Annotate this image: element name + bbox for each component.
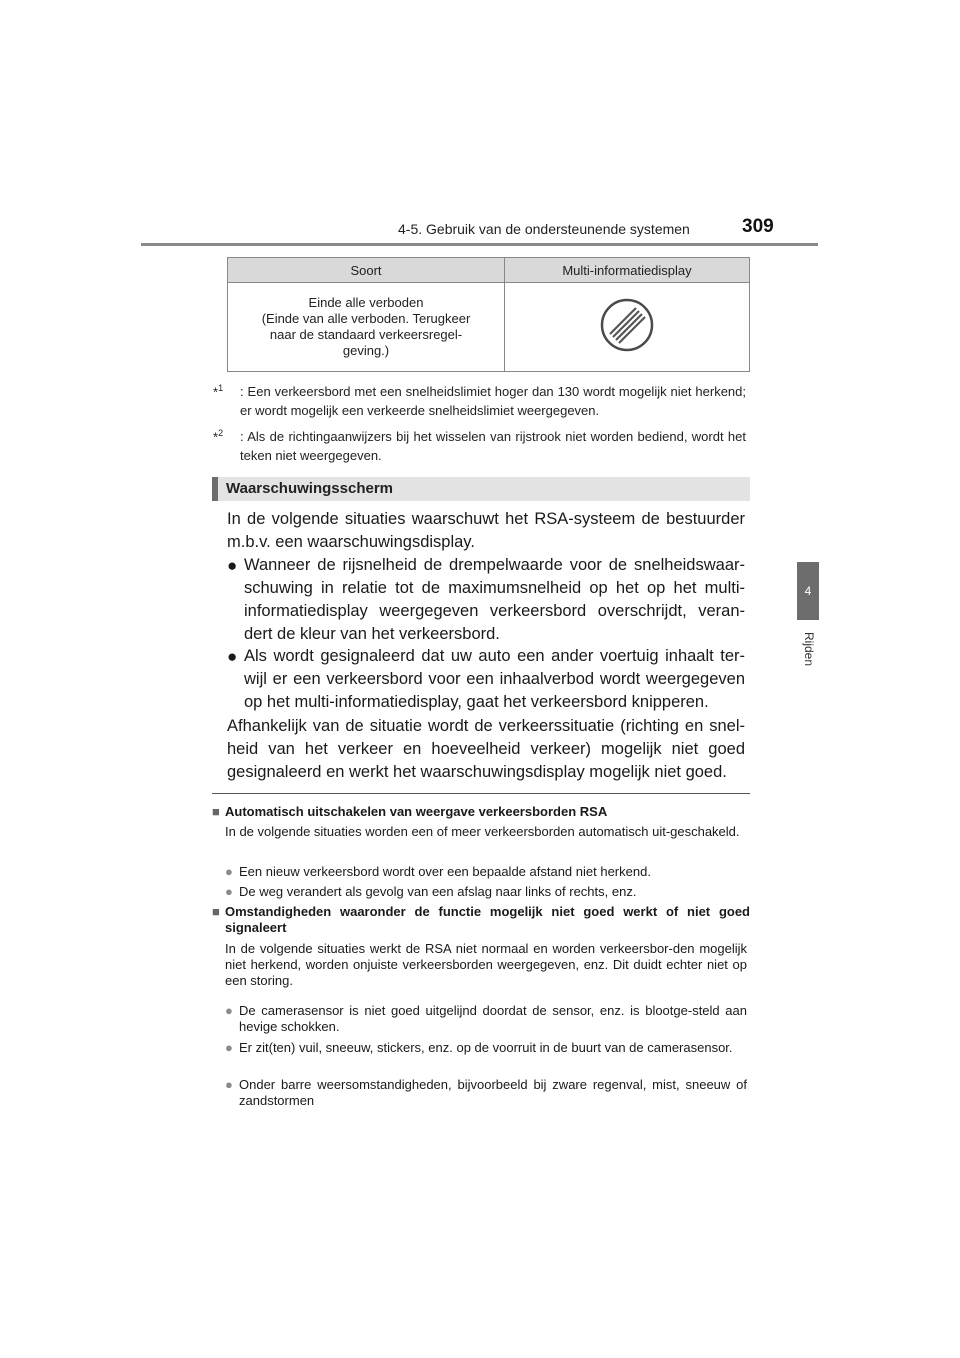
sign-description-line: (Einde van alle verboden. Terugkeer — [261, 311, 471, 326]
sign-description-line: naar de standaard verkeersregel- — [269, 327, 463, 342]
footnote-1 — [213, 382, 746, 420]
bullet-icon: ● — [225, 864, 233, 879]
list-item-text: Onder barre weersomstandigheden, bijvoorbeeld bij zware regenval, mist, sneeuw of zandstormen — [239, 1077, 747, 1108]
running-header: 4-5. Gebruik van de ondersteunende systemen — [398, 221, 690, 237]
chapter-tab[interactable]: 4 — [797, 562, 819, 620]
bullet-icon: ● — [225, 1040, 233, 1055]
divider — [212, 793, 750, 794]
list-item-text: De camerasensor is niet goed uitgelijnd doordat de sensor, enz. is blootge-steld aan hevige schokken. — [239, 1003, 747, 1034]
square-bullet-icon: ■ — [212, 904, 220, 919]
sign-table — [227, 257, 750, 372]
list-item — [225, 1077, 747, 1109]
note-heading — [212, 804, 750, 820]
note-heading-text: Automatisch uitschakelen van weergave verkeersborden RSA — [225, 804, 608, 819]
note-heading-text: Omstandigheden waaronder de functie mogelijk niet goed werkt of niet goed signaleert — [225, 904, 750, 935]
section-heading-bar — [212, 477, 218, 501]
sign-description-line: geving.) — [342, 343, 390, 358]
col-header-display: Multi-informatiedisplay — [505, 258, 750, 283]
footnote-marker: * — [213, 384, 219, 400]
sign-description-line: Einde alle verboden — [308, 295, 424, 310]
note-paragraph: In de volgende situaties werkt de RSA niet normaal en worden verkeersbor-den mogelijk niet herkend, worden onjuiste verkeersborden weergegeven, enz. Dit duidt echter niet op een storing. — [225, 941, 747, 988]
header-rule — [141, 243, 818, 246]
page-number: 309 — [742, 216, 774, 237]
list-item — [225, 864, 747, 880]
footnote-number: 2 — [218, 428, 224, 438]
bullet-icon: ● — [225, 1077, 233, 1092]
note-heading — [212, 904, 750, 936]
bullet-icon: ● — [225, 884, 233, 899]
list-item-text: Wanneer de rijsnelheid de drempelwaarde voor de snelheidswaar-schuwing in relatie tot de maximumsnelheid op het op het multi-informatiedisplay weergegeven verkeersbord overschrijdt, veran-dert de kleur van het verkeersbord. — [244, 556, 745, 643]
intro-paragraph: In de volgende situaties waarschuwt het RSA-systeem de bestuurder m.b.v. een waarschuwingsdisplay. — [227, 510, 745, 551]
square-bullet-icon: ■ — [212, 804, 220, 819]
list-item — [225, 884, 747, 900]
outro-paragraph: Afhankelijk van de situatie wordt de verkeerssituatie (richting en snel-heid van het verkeer en hoeveelheid verkeer) mogelijk niet goed gesignaleerd en werkt het waarschuwingsdisplay mogelijk niet goed. — [227, 717, 745, 781]
bullet-icon: ● — [225, 1003, 233, 1018]
section-heading — [212, 477, 750, 501]
sign-display-cell — [505, 283, 750, 372]
table-row — [228, 283, 750, 372]
list-item-text: Er zit(ten) vuil, sneeuw, stickers, enz. op de voorruit in de buurt van de camerasensor. — [239, 1040, 733, 1055]
footnote-marker: * — [213, 429, 219, 445]
list-item-text: Als wordt gesignaleerd dat uw auto een ander voertuig inhaalt ter-wijl er een verkeersbord voor een inhaalverbod wordt weergegeven op het multi-informatiedisplay, gaat het verkeersbord knipperen. — [244, 647, 745, 711]
bullet-icon: ● — [227, 647, 238, 666]
list-item — [225, 1003, 747, 1035]
col-header-soort: Soort — [228, 258, 505, 283]
end-of-all-restrictions-sign-icon — [598, 296, 656, 354]
section-heading-title: Waarschuwingsscherm — [226, 480, 393, 497]
list-item-text: Een nieuw verkeersbord wordt over een bepaalde afstand niet herkend. — [239, 864, 651, 879]
table-header-row — [228, 258, 750, 283]
list-item — [227, 554, 745, 646]
note-paragraph: In de volgende situaties worden een of meer verkeersborden automatisch uit-geschakeld. — [225, 824, 740, 839]
bullet-icon: ● — [227, 556, 238, 575]
footnote-2 — [213, 427, 746, 465]
footnote-text: : Een verkeersbord met een snelheidslimiet hoger dan 130 wordt mogelijk niet herkend; er wordt mogelijk een verkeerde snelheidslimiet weergegeven. — [240, 384, 746, 418]
footnote-number: 1 — [218, 383, 224, 393]
list-item — [225, 1040, 747, 1056]
list-item — [227, 645, 745, 714]
chapter-label-text: Rijden — [802, 632, 816, 667]
footnote-text: : Als de richtingaanwijzers bij het wisselen van rijstrook niet worden bediend, wordt het teken niet weergegeven. — [240, 429, 746, 463]
list-item-text: De weg verandert als gevolg van een afslag naar links of rechts, enz. — [239, 884, 637, 899]
sign-description — [228, 283, 505, 372]
chapter-label — [800, 632, 816, 692]
